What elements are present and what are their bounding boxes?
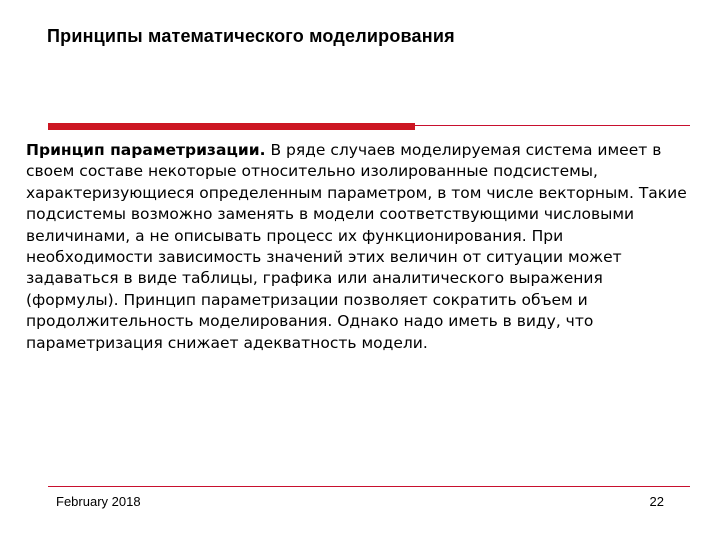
title-accent-bar bbox=[48, 123, 415, 130]
slide-body-text bbox=[26, 140, 694, 354]
principle-description: В ряде случаев моделируемая система имеет в своем составе некоторые относительно изолированные подсистемы, характеризующиеся определенным параметром, в том числе векторным. Такие подсистемы возможно заменять в модели соответствующими числовыми величинами, а не описывать процесс их функционирования. При необходимости зависимость значений этих величин от ситуации может задаваться в виде таблицы, графика или аналитического выражения (формулы). Принцип параметризации позволяет сократить объем и продолжительность моделирования. Однако надо иметь в виду, что параметризация снижает адекватность модели. bbox=[26, 141, 687, 352]
page-number: 22 bbox=[649, 494, 664, 509]
principle-heading: Принцип параметризации. bbox=[26, 141, 266, 159]
footer-date: February 2018 bbox=[56, 494, 141, 509]
slide-title: Принципы математического моделирования bbox=[47, 26, 455, 46]
footer-divider-line bbox=[48, 486, 690, 487]
